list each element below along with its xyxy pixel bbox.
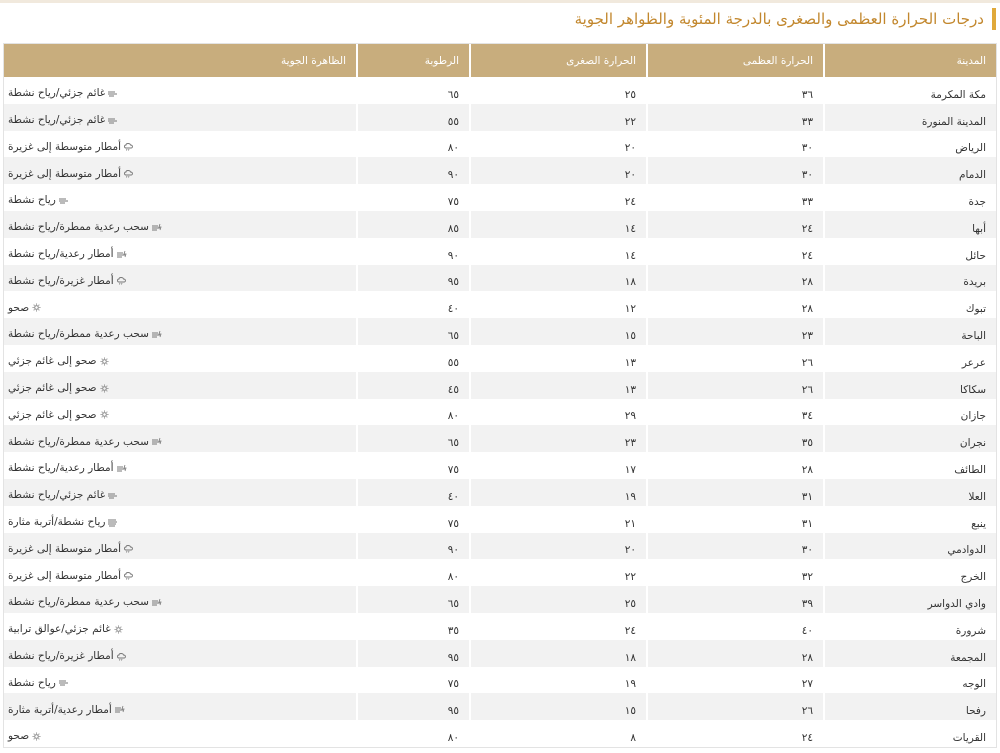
table-row bbox=[4, 345, 996, 372]
table-row bbox=[4, 586, 996, 613]
cell-humidity: ٥٥ bbox=[357, 104, 470, 131]
header-humidity: الرطوبة bbox=[357, 44, 470, 77]
cell-humidity: ٩٠ bbox=[357, 238, 470, 265]
weather-content bbox=[8, 302, 42, 314]
sun-icon bbox=[113, 625, 124, 634]
section-header bbox=[4, 8, 996, 30]
table-row bbox=[4, 104, 996, 131]
cell-min-temp: ١٩ bbox=[470, 479, 647, 506]
cell-max-temp: ٢٤ bbox=[647, 720, 824, 747]
cell-weather bbox=[4, 506, 357, 533]
cell-city: المدينة المنورة bbox=[824, 104, 996, 131]
cell-weather bbox=[4, 238, 357, 265]
top-divider bbox=[0, 0, 1000, 3]
thunder-wind-icon bbox=[151, 330, 162, 339]
cell-city: رفحا bbox=[824, 693, 996, 720]
cell-humidity: ٦٥ bbox=[357, 586, 470, 613]
cell-humidity: ٨٥ bbox=[357, 211, 470, 238]
header-weather: الظاهرة الجوية bbox=[4, 44, 357, 77]
cell-city: أبها bbox=[824, 211, 996, 238]
table-row bbox=[4, 184, 996, 211]
weather-text: رياح نشطة/أتربة مثارة bbox=[8, 516, 106, 529]
cell-city: شرورة bbox=[824, 613, 996, 640]
cell-max-temp: ٣٠ bbox=[647, 533, 824, 560]
rain-cloud-icon bbox=[123, 142, 134, 151]
cell-city: سكاكا bbox=[824, 372, 996, 399]
rain-cloud-icon bbox=[116, 652, 127, 661]
weather-text: سحب رعدية ممطرة/رياح نشطة bbox=[8, 221, 149, 234]
cell-min-temp: ١٨ bbox=[470, 265, 647, 292]
cell-min-temp: ١٣ bbox=[470, 372, 647, 399]
cell-max-temp: ٣٢ bbox=[647, 559, 824, 586]
table-row bbox=[4, 77, 996, 104]
weather-content bbox=[8, 168, 134, 180]
cell-weather bbox=[4, 586, 357, 613]
cell-weather bbox=[4, 667, 357, 694]
cell-max-temp: ٢٤ bbox=[647, 211, 824, 238]
rain-cloud-icon bbox=[123, 169, 134, 178]
cell-weather bbox=[4, 425, 357, 452]
table-row bbox=[4, 211, 996, 238]
table-row bbox=[4, 291, 996, 318]
cell-min-temp: ١٤ bbox=[470, 211, 647, 238]
cell-humidity: ٧٥ bbox=[357, 452, 470, 479]
cell-max-temp: ٣٩ bbox=[647, 586, 824, 613]
cell-min-temp: ١٤ bbox=[470, 238, 647, 265]
cell-min-temp: ٢٤ bbox=[470, 613, 647, 640]
cell-min-temp: ١٣ bbox=[470, 345, 647, 372]
wind-icon bbox=[107, 491, 118, 500]
weather-content bbox=[8, 650, 127, 662]
sun-icon bbox=[31, 303, 42, 312]
cell-humidity: ٤٥ bbox=[357, 372, 470, 399]
weather-content bbox=[8, 596, 162, 608]
wind-icon bbox=[107, 89, 118, 98]
sun-icon bbox=[99, 357, 110, 366]
cell-humidity: ٩٠ bbox=[357, 533, 470, 560]
cell-city: جدة bbox=[824, 184, 996, 211]
cell-city: القريات bbox=[824, 720, 996, 747]
weather-text: صحو إلى غائم جزئي bbox=[8, 408, 97, 421]
cell-min-temp: ١٥ bbox=[470, 318, 647, 345]
weather-text: أمطار غزيرة/رياح نشطة bbox=[8, 274, 114, 287]
weather-content bbox=[8, 543, 134, 555]
cell-weather bbox=[4, 559, 357, 586]
cell-min-temp: ٢٠ bbox=[470, 157, 647, 184]
cell-weather bbox=[4, 345, 357, 372]
cell-max-temp: ٣١ bbox=[647, 479, 824, 506]
cell-max-temp: ٢٨ bbox=[647, 452, 824, 479]
table-row bbox=[4, 559, 996, 586]
header-city: المدينة bbox=[824, 44, 996, 77]
cell-city: نجران bbox=[824, 425, 996, 452]
cell-max-temp: ٢٦ bbox=[647, 372, 824, 399]
weather-content bbox=[8, 114, 118, 126]
cell-max-temp: ٣٣ bbox=[647, 184, 824, 211]
weather-content bbox=[8, 275, 127, 287]
weather-content bbox=[8, 194, 69, 206]
cell-min-temp: ٢٠ bbox=[470, 131, 647, 158]
cell-weather bbox=[4, 291, 357, 318]
table-row bbox=[4, 157, 996, 184]
cell-max-temp: ٣٦ bbox=[647, 77, 824, 104]
cell-humidity: ٧٥ bbox=[357, 184, 470, 211]
cell-min-temp: ٢٣ bbox=[470, 425, 647, 452]
table-row bbox=[4, 131, 996, 158]
cell-min-temp: ١٨ bbox=[470, 640, 647, 667]
cell-humidity: ٥٥ bbox=[357, 345, 470, 372]
cell-max-temp: ٣٥ bbox=[647, 425, 824, 452]
cell-weather bbox=[4, 184, 357, 211]
cell-min-temp: ١٥ bbox=[470, 693, 647, 720]
table-row bbox=[4, 399, 996, 426]
cell-humidity: ٤٠ bbox=[357, 291, 470, 318]
cell-min-temp: ١٩ bbox=[470, 667, 647, 694]
cell-max-temp: ٢٨ bbox=[647, 265, 824, 292]
cell-max-temp: ٣٣ bbox=[647, 104, 824, 131]
cell-max-temp: ٤٠ bbox=[647, 613, 824, 640]
cell-city: مكة المكرمة bbox=[824, 77, 996, 104]
weather-text: غائم جزئي/عوالق ترابية bbox=[8, 623, 111, 636]
weather-content bbox=[8, 328, 162, 340]
weather-text: أمطار متوسطة إلى غزيرة bbox=[8, 167, 122, 180]
weather-text: أمطار غزيرة/رياح نشطة bbox=[8, 650, 114, 663]
cell-city: الرياض bbox=[824, 131, 996, 158]
weather-table bbox=[4, 44, 996, 747]
cell-min-temp: ٢٢ bbox=[470, 559, 647, 586]
cell-city: العلا bbox=[824, 479, 996, 506]
cell-humidity: ٨٠ bbox=[357, 559, 470, 586]
page-title: درجات الحرارة العظمى والصغرى بالدرجة المئوية والظواهر الجوية bbox=[574, 10, 984, 28]
cell-max-temp: ٢٦ bbox=[647, 693, 824, 720]
table-row bbox=[4, 667, 996, 694]
weather-content bbox=[8, 730, 42, 742]
cell-weather bbox=[4, 318, 357, 345]
weather-content bbox=[8, 570, 134, 582]
sun-icon bbox=[99, 410, 110, 419]
dust-icon bbox=[107, 518, 118, 527]
cell-city: بريدة bbox=[824, 265, 996, 292]
cell-humidity: ٦٥ bbox=[357, 318, 470, 345]
cell-city: جازان bbox=[824, 399, 996, 426]
weather-text: سحب رعدية ممطرة/رياح نشطة bbox=[8, 596, 149, 609]
rain-cloud-icon bbox=[116, 276, 127, 285]
cell-min-temp: ١٧ bbox=[470, 452, 647, 479]
table-header bbox=[4, 44, 996, 77]
weather-content bbox=[8, 382, 110, 394]
cell-min-temp: ٢٥ bbox=[470, 586, 647, 613]
weather-text: أمطار رعدية/أتربة مثارة bbox=[8, 703, 112, 716]
cell-humidity: ٧٥ bbox=[357, 667, 470, 694]
cell-min-temp: ٢٩ bbox=[470, 399, 647, 426]
rain-cloud-icon bbox=[123, 544, 134, 553]
cell-weather bbox=[4, 693, 357, 720]
weather-content bbox=[8, 462, 127, 474]
cell-city: الباحة bbox=[824, 318, 996, 345]
weather-content bbox=[8, 516, 118, 528]
cell-min-temp: ٢١ bbox=[470, 506, 647, 533]
table-row bbox=[4, 720, 996, 747]
wind-icon bbox=[58, 196, 69, 205]
rain-cloud-icon bbox=[123, 571, 134, 580]
table-row bbox=[4, 265, 996, 292]
cell-city: الطائف bbox=[824, 452, 996, 479]
cell-humidity: ٩٠ bbox=[357, 157, 470, 184]
cell-weather bbox=[4, 265, 357, 292]
weather-text: أمطار رعدية/رياح نشطة bbox=[8, 462, 114, 475]
header-row bbox=[4, 44, 996, 77]
cell-weather bbox=[4, 157, 357, 184]
sun-icon bbox=[99, 384, 110, 393]
cell-weather bbox=[4, 77, 357, 104]
cell-city: الخرج bbox=[824, 559, 996, 586]
table-row bbox=[4, 533, 996, 560]
cell-max-temp: ٢٧ bbox=[647, 667, 824, 694]
cell-humidity: ٦٥ bbox=[357, 77, 470, 104]
cell-city: حائل bbox=[824, 238, 996, 265]
weather-text: أمطار متوسطة إلى غزيرة bbox=[8, 569, 122, 582]
weather-text: رياح نشطة bbox=[8, 194, 56, 207]
weather-text: رياح نشطة bbox=[8, 676, 56, 689]
table-row bbox=[4, 506, 996, 533]
weather-content bbox=[8, 677, 69, 689]
cell-min-temp: ٨ bbox=[470, 720, 647, 747]
cell-max-temp: ٢٣ bbox=[647, 318, 824, 345]
cell-weather bbox=[4, 131, 357, 158]
cell-weather bbox=[4, 479, 357, 506]
weather-content bbox=[8, 409, 110, 421]
cell-humidity: ٩٥ bbox=[357, 693, 470, 720]
table-row bbox=[4, 318, 996, 345]
weather-text: صحو bbox=[8, 730, 30, 743]
cell-city: الدوادمي bbox=[824, 533, 996, 560]
cell-weather bbox=[4, 720, 357, 747]
cell-weather bbox=[4, 452, 357, 479]
cell-humidity: ٨٠ bbox=[357, 131, 470, 158]
cell-city: ينبع bbox=[824, 506, 996, 533]
weather-content bbox=[8, 704, 125, 716]
cell-max-temp: ٣٠ bbox=[647, 131, 824, 158]
weather-text: سحب رعدية ممطرة/رياح نشطة bbox=[8, 328, 149, 341]
thunder-wind-icon bbox=[151, 223, 162, 232]
cell-humidity: ٩٥ bbox=[357, 640, 470, 667]
weather-content bbox=[8, 436, 162, 448]
cell-city: الدمام bbox=[824, 157, 996, 184]
weather-text: صحو إلى غائم جزئي bbox=[8, 355, 97, 368]
table-row bbox=[4, 452, 996, 479]
weather-table-container bbox=[3, 43, 997, 748]
cell-min-temp: ٢٠ bbox=[470, 533, 647, 560]
cell-max-temp: ٣٤ bbox=[647, 399, 824, 426]
cell-weather bbox=[4, 104, 357, 131]
table-row bbox=[4, 640, 996, 667]
wind-icon bbox=[58, 678, 69, 687]
table-body bbox=[4, 77, 996, 747]
cell-weather bbox=[4, 533, 357, 560]
cell-max-temp: ٢٨ bbox=[647, 291, 824, 318]
table-row bbox=[4, 479, 996, 506]
weather-content bbox=[8, 87, 118, 99]
sun-icon bbox=[31, 732, 42, 741]
weather-content bbox=[8, 623, 124, 635]
wind-icon bbox=[107, 116, 118, 125]
weather-text: سحب رعدية ممطرة/رياح نشطة bbox=[8, 435, 149, 448]
table-row bbox=[4, 238, 996, 265]
weather-content bbox=[8, 248, 127, 260]
table-row bbox=[4, 693, 996, 720]
cell-humidity: ٨٠ bbox=[357, 720, 470, 747]
cell-weather bbox=[4, 211, 357, 238]
cell-humidity: ٣٥ bbox=[357, 613, 470, 640]
weather-content bbox=[8, 221, 162, 233]
weather-text: أمطار رعدية/رياح نشطة bbox=[8, 248, 114, 261]
cell-humidity: ٦٥ bbox=[357, 425, 470, 452]
weather-text: غائم جزئي/رياح نشطة bbox=[8, 87, 106, 100]
cell-humidity: ٧٥ bbox=[357, 506, 470, 533]
cell-max-temp: ٢٦ bbox=[647, 345, 824, 372]
cell-weather bbox=[4, 372, 357, 399]
table-row bbox=[4, 613, 996, 640]
cell-humidity: ٩٥ bbox=[357, 265, 470, 292]
thunder-wind-icon bbox=[116, 464, 127, 473]
cell-city: تبوك bbox=[824, 291, 996, 318]
table-row bbox=[4, 372, 996, 399]
cell-weather bbox=[4, 640, 357, 667]
cell-city: عرعر bbox=[824, 345, 996, 372]
cell-weather bbox=[4, 613, 357, 640]
weather-content bbox=[8, 355, 110, 367]
cell-max-temp: ٢٤ bbox=[647, 238, 824, 265]
weather-text: صحو bbox=[8, 301, 30, 314]
cell-min-temp: ٢٤ bbox=[470, 184, 647, 211]
cell-min-temp: ١٢ bbox=[470, 291, 647, 318]
weather-text: أمطار متوسطة إلى غزيرة bbox=[8, 140, 122, 153]
weather-text: أمطار متوسطة إلى غزيرة bbox=[8, 542, 122, 555]
table-row bbox=[4, 425, 996, 452]
weather-text: غائم جزئي/رياح نشطة bbox=[8, 489, 106, 502]
cell-city: الوجه bbox=[824, 667, 996, 694]
cell-min-temp: ٢٥ bbox=[470, 77, 647, 104]
weather-text: صحو إلى غائم جزئي bbox=[8, 382, 97, 395]
weather-content bbox=[8, 141, 134, 153]
thunder-wind-icon bbox=[114, 705, 125, 714]
cell-weather bbox=[4, 399, 357, 426]
cell-max-temp: ٣١ bbox=[647, 506, 824, 533]
thunder-wind-icon bbox=[151, 598, 162, 607]
header-max-temp: الحرارة العظمى bbox=[647, 44, 824, 77]
weather-text: غائم جزئي/رياح نشطة bbox=[8, 114, 106, 127]
cell-min-temp: ٢٢ bbox=[470, 104, 647, 131]
thunder-wind-icon bbox=[116, 250, 127, 259]
header-min-temp: الحرارة الصغرى bbox=[470, 44, 647, 77]
cell-max-temp: ٢٨ bbox=[647, 640, 824, 667]
cell-city: وادي الدواسر bbox=[824, 586, 996, 613]
cell-humidity: ٤٠ bbox=[357, 479, 470, 506]
cell-max-temp: ٣٠ bbox=[647, 157, 824, 184]
thunder-wind-icon bbox=[151, 437, 162, 446]
cell-city: المجمعة bbox=[824, 640, 996, 667]
weather-content bbox=[8, 489, 118, 501]
cell-humidity: ٨٠ bbox=[357, 399, 470, 426]
